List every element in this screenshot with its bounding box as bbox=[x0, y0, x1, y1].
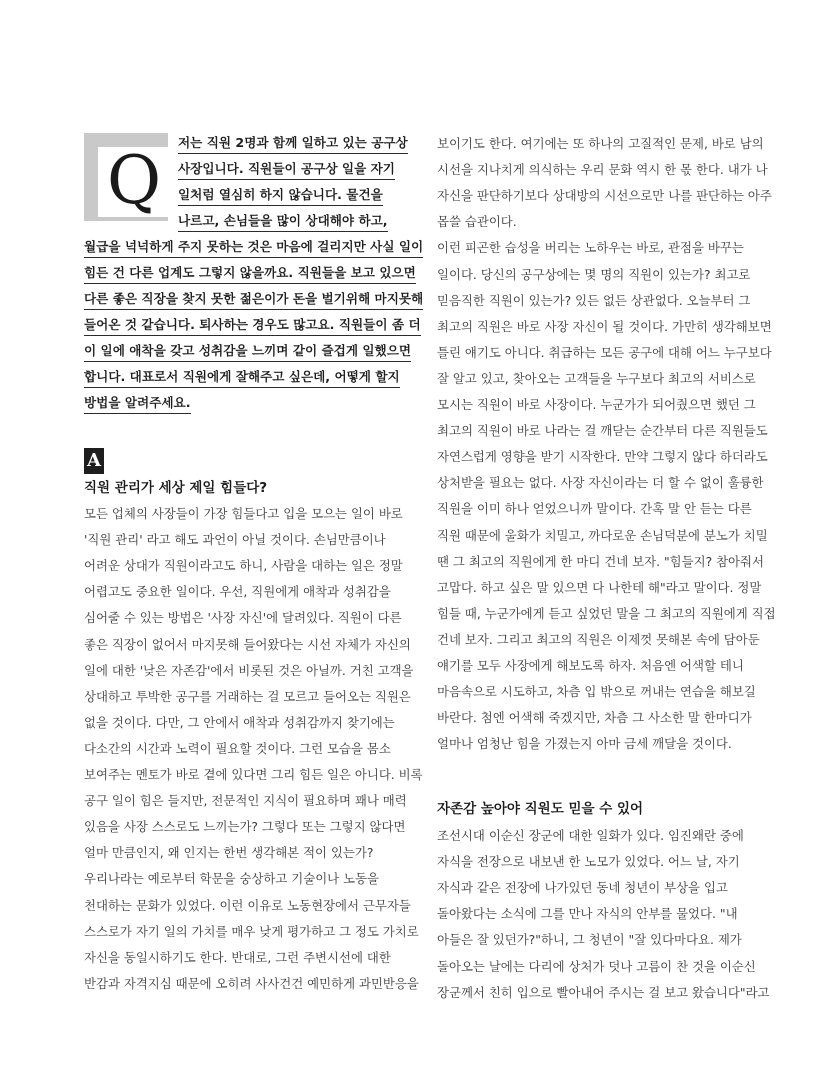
body-line: 장군께서 친히 입으로 빨아내어 주시는 걸 보고 왔습니다"라고 bbox=[437, 984, 770, 1000]
body-line: 있음을 사장 스스로도 느끼는가? 그렇다 또는 그렇지 않다면 bbox=[84, 819, 406, 835]
question-line: 사장입니다. 직원들이 공구상 일을 자기 bbox=[178, 159, 395, 180]
body-line: 얘기를 모두 사장에게 해보도록 하자. 처음엔 어색할 테니 bbox=[437, 658, 744, 673]
body-line: 직원을 이미 하나 얻었으니까 말이다. 간혹 말 안 듣는 다른 bbox=[437, 501, 752, 517]
a-badge: A bbox=[84, 448, 104, 474]
question-line: 방법을 알려주세요. bbox=[84, 393, 191, 414]
body-line: 자신을 동일시하기도 한다. 반대로, 그런 주변시선에 대한 bbox=[84, 949, 391, 965]
q-badge bbox=[84, 133, 168, 221]
question-line: 들어온 것 같습니다. 퇴사하는 경우도 많고요. 직원들이 좀 더 bbox=[84, 315, 421, 336]
body-line: 우리나라는 예로부터 학문을 숭상하고 기술이나 노동을 bbox=[84, 871, 379, 887]
body-line: 이런 피곤한 습성을 버리는 노하우는 바로, 관점을 바꾸는 bbox=[437, 240, 744, 256]
body-line: 얼마나 엄청난 힘을 가졌는지 아마 금세 깨달을 것이다. bbox=[437, 736, 732, 752]
question-line: 이 일에 애착을 갖고 성취감을 느끼며 같이 즐겁게 일했으면 bbox=[84, 341, 411, 362]
body-line: 스스로가 자기 일의 가치를 매우 낮게 평가하고 그 정도 가치로 bbox=[84, 923, 419, 939]
body-line: 마음속으로 시도하고, 차츰 입 밖으로 꺼내는 연습을 해보길 bbox=[437, 684, 756, 700]
body-line: 좋은 직장이 없어서 마지못해 들어왔다는 시선 자체가 자신의 bbox=[84, 636, 411, 652]
body-line: 시선을 지나치게 의식하는 우리 문화 역시 한 몫 한다. 내가 나 bbox=[437, 162, 768, 178]
body-line: 천대하는 문화가 있었다. 이런 이유로 노동현장에서 근무자들 bbox=[84, 897, 411, 913]
body-line: 자연스럽게 영향을 받기 시작한다. 만약 그렇지 않다 하더라도 bbox=[437, 449, 768, 465]
body-line: 고맙다. 하고 싶은 말 있으면 다 나한테 해"라고 말이다. 정말 bbox=[437, 579, 762, 595]
body-line: 반감과 자격지심 때문에 오히려 사사건건 예민하게 과민반응을 bbox=[84, 975, 419, 991]
body-line: 일이다. 당신의 공구상에는 몇 명의 직원이 있는가? 최고로 bbox=[437, 266, 751, 282]
body-line: 상처받을 필요는 없다. 사장 자신이라는 더 할 수 없이 훌륭한 bbox=[437, 475, 764, 491]
body-line: 모시는 직원이 바로 사장이다. 누군가가 되어줬으면 했던 그 bbox=[437, 397, 756, 412]
body-line: 아들은 잘 있던가?"하니, 그 청년이 "잘 있다마다요. 제가 bbox=[437, 932, 742, 948]
body-line: 돌아왔다는 소식에 그를 만나 자식의 안부를 물었다. "내 bbox=[437, 906, 738, 922]
body-line: 직원 때문에 울화가 치밀고, 까다로운 손님덕분에 분노가 치밀 bbox=[437, 527, 768, 543]
body-line: 최고의 직원이 바로 나라는 걸 깨닫는 순간부터 다른 직원들도 bbox=[437, 423, 768, 439]
body-line: 자신을 판단하기보다 상대방의 시선으로만 나를 판단하는 아주 bbox=[437, 188, 772, 204]
body-line: 보여주는 멘토가 바로 곁에 있다면 그리 힘든 일은 아니다. 비록 bbox=[84, 767, 423, 782]
body-line: 조선시대 이순신 장군에 대한 일화가 있다. 임진왜란 중에 bbox=[437, 828, 744, 843]
left-section-heading: 직원 관리가 세상 제일 힘들다? bbox=[84, 480, 268, 496]
body-line: 힘들 때, 누군가에게 듣고 싶었던 말을 그 최고의 직원에게 직접 bbox=[437, 605, 776, 621]
question-line: 다른 좋은 직장을 찾지 못한 젊은이가 돈을 벌기위해 마지못해 bbox=[84, 289, 423, 310]
body-line: 다소간의 시간과 노력이 필요할 것이다. 그런 모습을 몸소 bbox=[84, 740, 391, 756]
body-line: 틀린 얘기도 아니다. 취급하는 모든 공구에 대해 어느 누구보다 bbox=[437, 344, 772, 360]
body-line: 바란다. 첨엔 어색해 죽겠지만, 차츰 그 사소한 말 한마디가 bbox=[437, 710, 752, 726]
body-line: 일에 대한 '낮은 자존감'에서 비롯된 것은 아닐까. 거친 고객을 bbox=[84, 662, 414, 678]
body-line: 심어줄 수 있는 방법은 '사장 자신'에 달려있다. 직원이 다른 bbox=[84, 610, 402, 626]
body-line: 땐 그 최고의 직원에게 한 마디 건네 보자. "힘들지? 참아줘서 bbox=[437, 553, 764, 569]
body-line: '직원 관리' 라고 해도 과언이 아닐 것이다. 손님만큼이나 bbox=[84, 532, 386, 548]
body-line: 자식과 같은 전장에 나가있던 동네 청년이 부상을 입고 bbox=[437, 880, 728, 896]
body-line: 상대하고 투박한 공구를 거래하는 걸 모르고 들어오는 직원은 bbox=[84, 688, 411, 704]
q-letter: Q bbox=[106, 142, 162, 219]
body-line: 모든 업체의 사장들이 가장 힘들다고 입을 모으는 일이 바로 bbox=[84, 506, 403, 521]
body-line: 최고의 직원은 바로 사장 자신이 될 것이다. 가만히 생각해보면 bbox=[437, 318, 772, 334]
body-line: 건네 보자. 그리고 최고의 직원은 이제껏 못해본 속에 담아둔 bbox=[437, 631, 760, 647]
question-line: 월급을 넉넉하게 주지 못하는 것은 마음에 걸리지만 사실 일이 bbox=[84, 237, 423, 258]
body-line: 잘 알고 있고, 찾아오는 고객들을 누구보다 최고의 서비스로 bbox=[437, 370, 756, 386]
question-line: 합니다. 대표로서 직원에게 잘해주고 싶은데, 어떻게 할지 bbox=[84, 367, 400, 388]
body-line: 어렵고도 중요한 일이다. 우선, 직원에게 애착과 성취감을 bbox=[84, 584, 391, 600]
body-line: 보이기도 한다. 여기에는 또 하나의 고질적인 문제, 바로 남의 bbox=[437, 136, 764, 151]
body-line: 없을 것이다. 다만, 그 안에서 애착과 성취감까지 찾기에는 bbox=[84, 714, 395, 730]
question-line: 힘든 건 다른 업계도 그렇지 않을까요. 직원들을 보고 있으면 bbox=[84, 263, 416, 284]
q-badge-frame-left bbox=[84, 133, 98, 221]
body-line: 어려운 상대가 직원이라고도 하니, 사람을 대하는 일은 정말 bbox=[84, 558, 403, 574]
body-line: 자식을 전장으로 내보낸 한 노모가 있었다. 어느 날, 자기 bbox=[437, 854, 740, 870]
question-line: 일처럼 열심히 하지 않습니다. 물건을 bbox=[178, 185, 383, 206]
question-line: 저는 직원 2명과 함께 일하고 있는 공구상 bbox=[178, 133, 408, 154]
body-line: 공구 일이 힘은 들지만, 전문적인 지식이 필요하며 꽤나 매력 bbox=[84, 793, 407, 809]
right-section-heading: 자존감 높아야 직원도 믿을 수 있어 bbox=[437, 801, 644, 817]
body-line: 돌아오는 날에는 다리에 상처가 덧나 고름이 찬 것을 이순신 bbox=[437, 958, 756, 974]
body-line: 몹쓸 습관이다. bbox=[437, 214, 517, 230]
body-line: 믿음직한 직원이 있는가? 있든 없든 상관없다. 오늘부터 그 bbox=[437, 292, 751, 308]
question-line: 나르고, 손님들을 많이 상대해야 하고, bbox=[178, 211, 388, 232]
body-line: 얼마 만큼인지, 왜 인지는 한번 생각해본 적이 있는가? bbox=[84, 845, 374, 861]
